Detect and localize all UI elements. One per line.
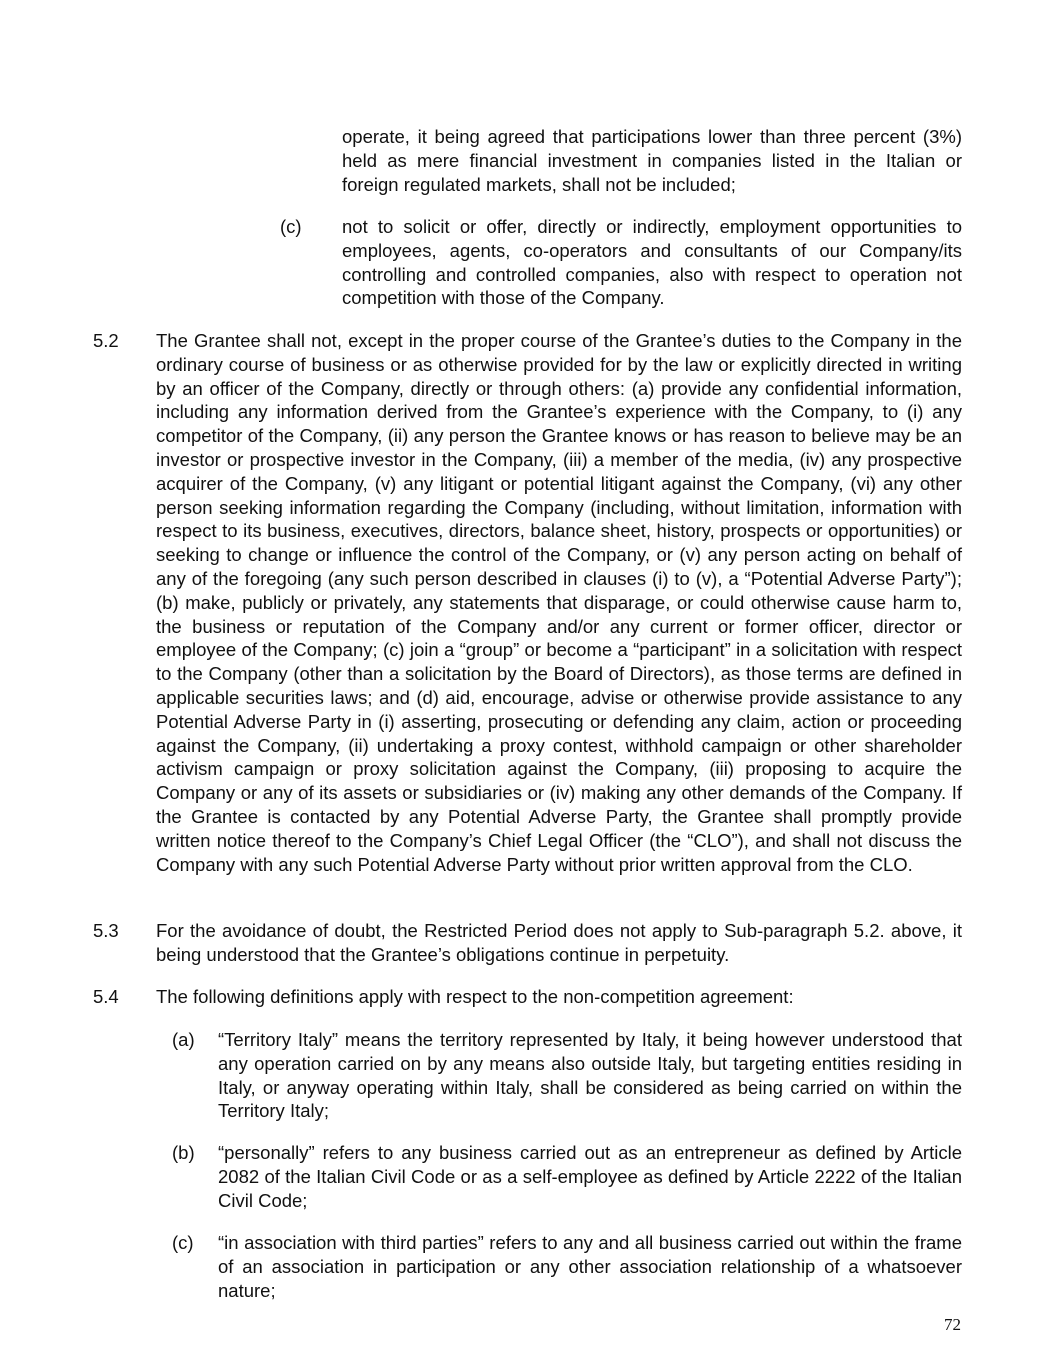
page-number: 72 bbox=[944, 1315, 961, 1334]
clause-5-3-text: For the avoidance of doubt, the Restricted Period does not apply to Sub-paragraph 5.2. above, it being understood that the Grantee’s obligations continue in perpetuity. bbox=[156, 920, 962, 965]
clause-5-1-item-c-label: (c) bbox=[280, 216, 302, 237]
clause-5-2-text: The Grantee shall not, except in the proper course of the Grantee’s duties to the Company in the ordinary course of business or as otherwise provided for by the law or explicitly directed in writing by an officer of the Company, directly or through others: (a) provide any confidential information, including any information derived from the Grantee’s experience with the Company, to (i) any competitor of the Company, (ii) any person the Grantee knows or has reason to believe may be an investor or prospective investor in the Company, (iii) a member of the media, (iv) any prospective acquirer of the Company, (v) any litigant or potential litigant against the Company, (vi) any other person seeking information regarding the Company (including, without limitation, information with respect to its business, executives, directors, balance sheet, history, prospects or opportunities) or seeking to change or influence the control of the Company, or (v) any person acting on behalf of any of the foregoing (any such person described in clauses (i) to (v), a “Potential Adverse Party”); (b) make, publicly or privately, any statements that disparage, or could otherwise cause harm to, the business or reputation of the Company and/or any current or former officer, director or employee of the Company; (c) join a “group” or become a “participant” in a solicitation with respect to the Company (other than a solicitation by the Board of Directors), as those terms are defined in applicable securities laws; and (d) aid, encourage, advise or otherwise provide assistance to any Potential Adverse Party in (i) asserting, prosecuting or defending any claim, action or proceeding against the Company, (ii) undertaking a proxy contest, withhold campaign or other shareholder activism campaign or proxy solicitation against the Company, (iii) proposing to acquire the Company or any of its assets or subsidiaries or (iv) making any other demands of the Company. If the Grantee is contacted by any Potential Adverse Party, the Grantee shall promptly provide written notice thereof to the Company’s Chief Legal Officer (the “CLO”), and shall not discuss the Company with any such Potential Adverse Party without prior written approval from the CLO. bbox=[156, 330, 962, 875]
clause-5-4-item-c-label: (c) bbox=[172, 1232, 194, 1253]
clause-5-1-continuation-text: operate, it being agreed that participations lower than three percent (3%) held as mere financial investment in companies listed in the Italian or foreign regulated markets, shall not be included; bbox=[342, 126, 962, 195]
clause-5-4-number: 5.4 bbox=[93, 986, 119, 1007]
clause-5-1-item-c-text: not to solicit or offer, directly or indirectly, employment opportunities to employees, agents, co-operators and consultants of our Company/its controlling and controlled companies, also with respect to operation not competition with those of the Company. bbox=[342, 216, 962, 309]
clause-5-4-item-b-text: “personally” refers to any business carried out as an entrepreneur as defined by Article 2082 of the Italian Civil Code or as a self-employee as defined by Article 2222 of the Italian Civil Code; bbox=[218, 1142, 962, 1211]
clause-5-4-item-b-label: (b) bbox=[172, 1142, 195, 1163]
clause-5-3-number: 5.3 bbox=[93, 920, 119, 941]
clause-5-4-item-a-label: (a) bbox=[172, 1029, 195, 1050]
clause-5-4-item-c-text: “in association with third parties” refers to any and all business carried out within the frame of an association in participation or any other association relationship of a whatsoever nature; bbox=[218, 1232, 962, 1301]
clause-5-4-intro: The following definitions apply with respect to the non-competition agreement: bbox=[156, 986, 794, 1007]
clause-5-4-item-a-text: “Territory Italy” means the territory represented by Italy, it being however understood that any operation carried on by any means also outside Italy, but targeting entities residing in Italy, or anyway operating within Italy, shall be considered as being carried on within the Territory Italy; bbox=[218, 1029, 962, 1122]
clause-5-2-number: 5.2 bbox=[93, 330, 119, 351]
